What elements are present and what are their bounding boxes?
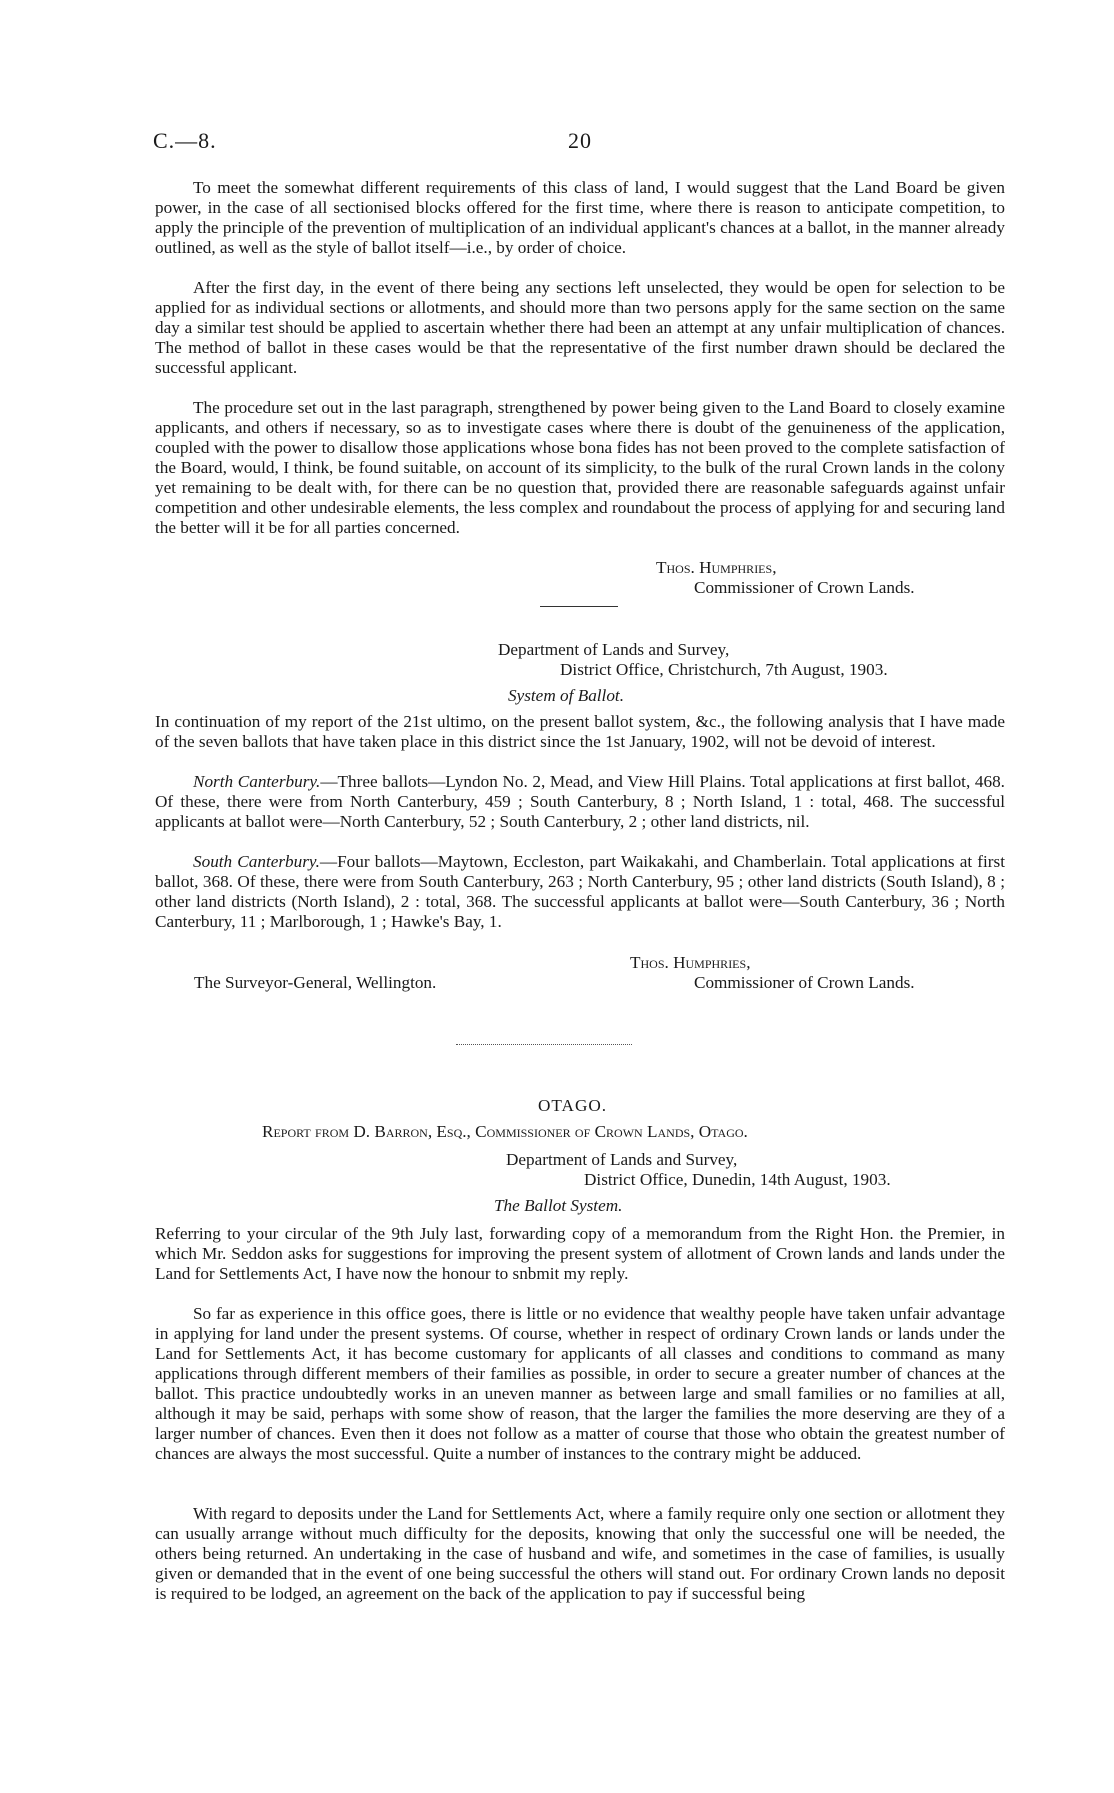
paragraph-3: The procedure set out in the last paragraph, strengthened by power being given to the Land Board to closely examine applicants, and others if necessary, so as to investigate cases where there is doubt of the genuineness of the application, coupled with the power to disallow those applications whose bona fides has not been proved to the complete satisfaction of the Board, would, I think, be found suitable, on account of its simplicity, to the bulk of the rural Crown lands in the colony yet remaining to be dealt with, for there can be no question that, provided there are reasonable safeguards against unfair competition and other undesirable elements, the less complex and roundabout the process of applying for and securing land the better will it be for all parties concerned.	[155, 398, 1005, 537]
page-number: 20	[568, 128, 592, 153]
otago-address-line-2: District Office, Dunedin, 14th August, 1903.	[584, 1170, 891, 1189]
section-divider	[456, 1044, 632, 1045]
otago-paragraph-1: Referring to your circular of the 9th July last, forwarding copy of a memorandum from the Right Hon. the Premier, in which Mr. Seddon asks for suggestions for improving the present system of allotment of Crown lands and lands under the Land for Settlements Act, I have now the honour to snbmit my reply.	[155, 1224, 1005, 1283]
subject-heading: System of Ballot.	[508, 686, 624, 705]
address-line-1: Department of Lands and Survey,	[498, 640, 730, 659]
otago-paragraph-2: So far as experience in this office goes, there is little or no evidence that wealthy people have taken unfair advantage in applying for land under the present systems. Of course, whether in respect of ordinary Crown lands or lands under the Land for Settlements Act, it has become customary for applicants of all classes and conditions to command as many applications through different members of their families as possible, in order to secure a greater number of chances at the ballot. This practice undoubtedly works in an uneven manner as between large and small families or no families at all, although it may be said, perhaps with some show of reason, that the larger the families the more deserving are they of a larger number of chances. Even then it does not follow as a matter of course that those who obtain the greatest number of chances are always the most successful. Quite a number of instances to the contrary might be adduced.	[155, 1304, 1005, 1463]
series-number: C.—8.	[153, 128, 217, 153]
south-canterbury-label: South Canterbury.	[193, 852, 320, 871]
otago-address-line-1: Department of Lands and Survey,	[506, 1150, 738, 1169]
paragraph-1: To meet the somewhat different requirements of this class of land, I would suggest that the Land Board be given power, in the case of all sectionised blocks offered for the first time, where there is reason to anticipate competition, to apply the principle of the prevention of multiplication of an individual applicant's chances at a ballot, in the manner already outlined, as well as the style of ballot itself—i.e., by order of choice.	[155, 178, 1005, 257]
paragraph-2: After the first day, in the event of there being any sections left unselected, they would be open for selection to be applied for as individual sections or allotments, and should more than two persons apply for the same section on the same day a similar test should be applied to ascertain whether there had been an attempt at any unfair multiplication of chances. The method of ballot in these cases would be that the representative of the first number drawn should be declared the successful applicant.	[155, 278, 1005, 377]
intro-paragraph: In continuation of my report of the 21st ultimo, on the present ballot system, &c., the following analysis that I have made of the seven ballots that have taken place in this district since the 1st January, 1902, will not be devoid of interest.	[155, 712, 1005, 751]
otago-subject: The Ballot System.	[494, 1196, 623, 1215]
divider-short	[540, 606, 618, 607]
south-canterbury-text: —Four ballots—Maytown, Eccleston, part Waikakahi, and Chamberlain. Total applications at first ballot, 368. Of these, there were from South Canterbury, 263 ; North Canterbury, 95 ; other land districts (South Island), 8 ; other land districts (North Island), 2 : total, 368. The successful applicants at ballot were—South Canterbury, 36 ; North Canterbury, 11 ; Marlborough, 1 ; Hawke's Bay, 1.	[155, 852, 1005, 931]
recipient: The Surveyor-General, Wellington.	[194, 973, 437, 992]
otago-heading: OTAGO.	[538, 1096, 608, 1115]
north-canterbury-paragraph	[155, 772, 1005, 852]
signature-title-2: Commissioner of Crown Lands.	[694, 973, 915, 992]
otago-paragraph-3: With regard to deposits under the Land for Settlements Act, where a family require only one section or allotment they can usually arrange without much difficulty for the deposits, knowing that only the successful one will be needed, the others being returned. An undertaking in the case of husband and wife, and sometimes in the case of families, is usually given or demanded that in the event of one being successful the others will stand out. For ordinary Crown lands no deposit is required to be lodged, an agreement on the back of the application to pay if successful being	[155, 1504, 1005, 1603]
north-canterbury-text: —Three ballots—Lyndon No. 2, Mead, and View Hill Plains. Total applications at first ballot, 468. Of these, there were from North Canterbury, 459 ; South Canterbury, 8 ; North Island, 1 : total, 468. The successful applicants at ballot were—North Canterbury, 52 ; South Canterbury, 2 ; other land districts, nil.	[155, 772, 1005, 831]
signature-title-1: Commissioner of Crown Lands.	[694, 578, 915, 597]
report-from: Report from D. Barron, Esq., Commissioner of Crown Lands, Otago.	[262, 1122, 748, 1141]
address-line-2: District Office, Christchurch, 7th August, 1903.	[560, 660, 888, 679]
signature-name-1: Thos. Humphries,	[656, 558, 777, 577]
north-canterbury-label: North Canterbury.	[193, 772, 321, 791]
signature-name-2: Thos. Humphries,	[630, 953, 751, 972]
south-canterbury-paragraph	[155, 852, 1005, 952]
